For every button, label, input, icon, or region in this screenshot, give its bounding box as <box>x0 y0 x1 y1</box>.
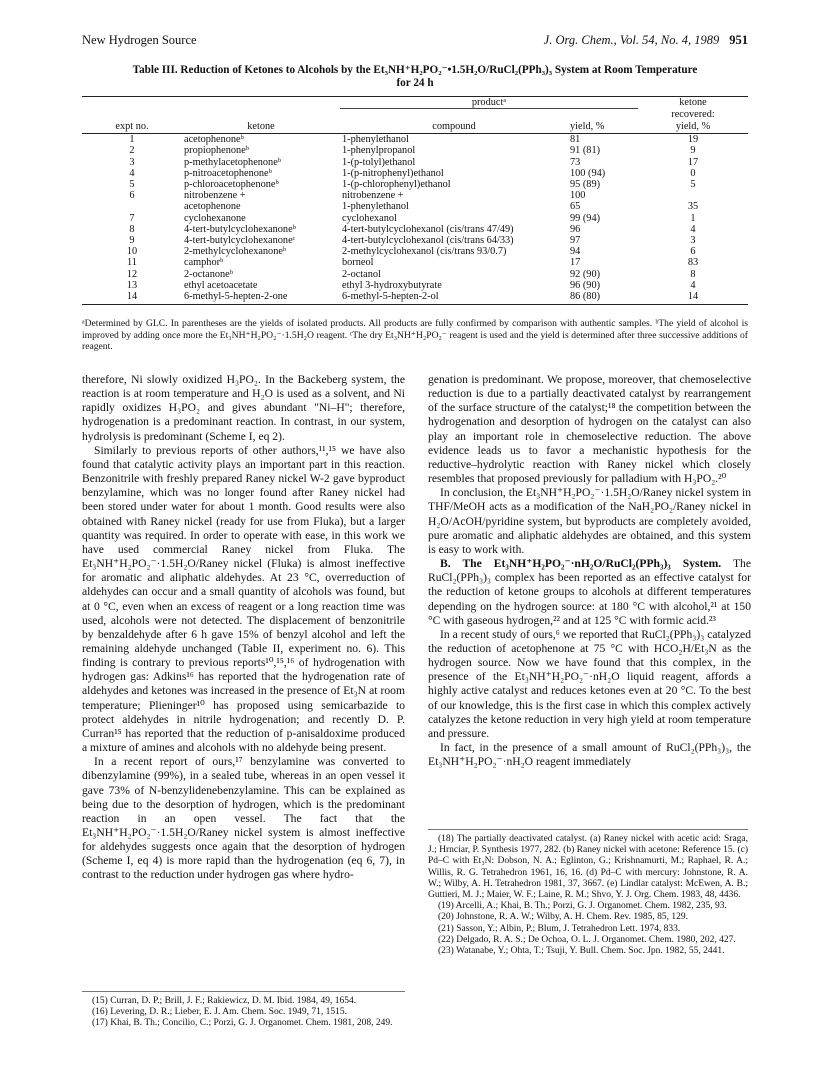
reference-item: (23) Watanabe, Y.; Ohta, T.; Tsuji, Y. Bull. Chem. Soc. Jpn. 1982, 55, 2441. <box>438 946 725 957</box>
cell-recovered: 4 <box>690 279 696 291</box>
cell-ketone: ethyl acetoacetate <box>184 279 258 291</box>
cell-recovered: 6 <box>690 246 696 258</box>
cell-ketone: p-methylacetophenoneᵇ <box>184 156 281 168</box>
cell-compound: 6-methyl-5-hepten-2-ol <box>340 291 568 305</box>
cell-expt-no: 2 <box>129 145 135 157</box>
cell-ketone: camphorᵇ <box>184 257 224 269</box>
table-title <box>82 64 748 90</box>
cell-compound: cyclohexanol <box>342 212 397 224</box>
table-footnote: ᵃDetermined by GLC. In parentheses are the yields of isolated products. All products are fully confirmed by comparison with authentic samples. ᵇThe yield of alcohol is improved by adding once more the Et₃NH⁺H₂PO₂⁻·1.5H₂O reagent. ᶜThe dry Et₃NH⁺H₂PO₂⁻ reagent is used and the yield is determined after three successive additions of reagent. <box>82 318 748 353</box>
cell-compound: 2-octanol <box>342 268 381 280</box>
cell-yield: 95 (89) <box>570 178 601 190</box>
cell-ketone: 4-tert-butylcyclohexanoneᵇ <box>184 223 296 235</box>
running-head-title: New Hydrogen Source <box>82 33 197 47</box>
cell-compound: 1-phenylethanol <box>342 201 409 213</box>
cell-expt-no: 10 <box>126 246 138 258</box>
reference-item: (21) Sasson, Y.; Albin, P.; Blum, J. Tetrahedron Lett. 1974, 833. <box>438 923 681 934</box>
paragraph: In fact, in the presence of a small amount of RuCl₂(PPh₃)₃, the Et₃NH⁺H₂PO₂⁻·nH₂O reagent immediately <box>428 741 751 769</box>
cell-yield: 99 (94) <box>570 212 601 224</box>
cell-compound: 1-(p-tolyl)ethanol <box>342 156 416 168</box>
cell-expt-no: 8 <box>129 223 135 235</box>
cell-ketone: 4-tert-butylcyclohexanoneᶜ <box>184 234 296 246</box>
table-body <box>82 134 748 305</box>
cell-expt-no: 9 <box>129 234 135 246</box>
cell-recovered: 14 <box>638 291 748 305</box>
cell-expt-no: 12 <box>126 268 138 280</box>
cell-recovered: 4 <box>690 223 696 235</box>
cell-recovered: 9 <box>690 145 696 157</box>
section-paragraph <box>428 557 751 628</box>
cell-expt-no: 7 <box>129 212 135 224</box>
cell-yield: 81 <box>570 134 581 146</box>
cell-yield: 96 (90) <box>570 279 601 291</box>
cell-compound: ethyl 3-hydroxybutyrate <box>342 279 442 291</box>
cell-ketone: acetophenone <box>184 201 241 213</box>
table-row <box>82 145 748 156</box>
cell-compound: 1-(p-nitrophenyl)ethanol <box>342 167 444 179</box>
cell-ketone: acetophenoneᵇ <box>184 134 244 146</box>
cell-expt-no: 4 <box>129 167 135 179</box>
recovered-header-line2: recovered: <box>671 108 715 120</box>
cell-yield: 17 <box>570 257 581 269</box>
cell-recovered: 17 <box>687 156 699 168</box>
page-number: 951 <box>729 33 748 47</box>
cell-expt-no: 11 <box>127 257 137 269</box>
cell-compound: 4-tert-butylcyclohexanol (cis/trans 64/33) <box>342 234 514 246</box>
reference-item: (15) Curran, D. P.; Brill, J. F.; Rakiewicz, D. M. Ibid. 1984, 49, 1654. <box>92 996 357 1006</box>
paragraph: therefore, Ni slowly oxidized H₃PO₂. In the Backeberg system, the reaction is at room temperature and H₂O is used as a solvent, and Ni rapidly oxidizes H₃PO₂ and gives abundant "Ni–H"; therefore, hydrogenation is a predominant reaction. In contrast, in our system, hydrolysis is predominant (Scheme I, eq 2). <box>82 373 405 443</box>
cell-recovered: 3 <box>690 234 696 246</box>
table-row <box>82 257 748 268</box>
references-left <box>82 991 405 1030</box>
cell-compound: nitrobenzene + <box>342 190 404 202</box>
results-table <box>82 96 748 305</box>
product-group-header: productᵃ <box>340 97 638 109</box>
paragraph: In conclusion, the Et₃NH⁺H₂PO₂⁻·1.5H₂O/Raney nickel system in THF/MeOH acts as a modification of the NaH₂PO₂/Raney nickel in H₂O/AcOH/pyridine system, but byproducts are completely avoided, pure aromatic and aliphatic aldehydes are obtained, and this system is easy to work with. <box>428 486 751 556</box>
paragraph: genation is predominant. We propose, moreover, that chemoselective reduction is due to a partially deactivated catalyst by rearrangement of the surface structure of the catalyst;¹⁸ the competition between the hydrogenation and desorption of hydrogen on the catalyst can also play an important role in chemoselective reduction. The above evidence leads us to favor a mechanistic hypothesis for the reductive–hydrolytic reaction with Raney nickel which closely resembles that proposed previously for palladium with H₃PO₂.²⁰ <box>428 373 751 486</box>
cell-yield: 94 <box>570 246 581 258</box>
cell-yield: 65 <box>570 201 581 213</box>
cell-yield: 100 (94) <box>570 167 606 179</box>
cell-expt-no: 1 <box>129 134 135 146</box>
reference-item: (18) The partially deactivated catalyst. (a) Raney nickel with acetic acid: Sraga, J.; Hrnciar, P. Synthesis 1977, 282. (b) Raney nickel with acetone: Reference 15. (c) Pd–C with Et₃N: Dobson, N. A.; Eglinton, G.; Krishnamurti, M.; Raphael, R. A.; Willis, R. G. Tetrahedron 1961, 16, 16. (d) Pd–C with mercury: Johnstone, R. A. W.; Wilby, A. H. Tetrahedron 1981, 37, 3667. (e) Lindlar catalyst: McEwen, A. B.; Guttieri, M. J.; Maier, W. F.; Laine, R. M.; Shvo, Y. J. Org. Chem. 1983, 48, 4436. <box>428 834 748 901</box>
recovered-header-line1: ketone <box>679 97 707 109</box>
cell-expt-no: 6 <box>129 190 135 202</box>
cell-compound: 1-phenylethanol <box>342 134 409 146</box>
cell-recovered: 5 <box>690 178 696 190</box>
table-row <box>82 213 748 224</box>
cell-ketone: 2-methylcyclohexanoneᵇ <box>184 246 287 258</box>
table-row <box>82 291 748 305</box>
cell-compound: 4-tert-butylcyclohexanol (cis/trans 47/49) <box>342 223 514 235</box>
column-header-ketone: ketone <box>182 120 340 134</box>
cell-recovered: 1 <box>690 212 696 224</box>
cell-yield: 100 <box>570 190 586 202</box>
cell-yield: 97 <box>570 234 581 246</box>
cell-yield: 96 <box>570 223 581 235</box>
section-heading: B. The Et₃NH⁺H₂PO₂⁻·nH₂O/RuCl₂(PPh₃)₃ System. <box>440 557 722 571</box>
cell-ketone: p-nitroacetophenoneᵇ <box>184 167 272 179</box>
cell-recovered: 8 <box>690 268 696 280</box>
reference-item: (22) Delgado, R. A. S.; De Ochoa, O. L. J. Organomet. Chem. 1980, 202, 427. <box>438 934 736 945</box>
paragraph: In a recent report of ours,¹⁷ benzylamine was converted to dibenzylamine (99%), in a sealed tube, whereas in an open vessel it gave 73% of N-benzylidenebenzylamine. This can be explained as being due to the desorption of hydrogen, which is the predominant reaction in an open vessel. The fact that the Et₃NH⁺H₂PO₂⁻·1.5H₂O/Raney nickel system is almost ineffective for aldehydes suggests once again that the desorption of hydrogen (Scheme I, eq 4) is more rapid than the hydrogenation (eq 6, 7), in contrast to the reduction under hydrogen gas where hydro- <box>82 755 405 882</box>
column-header-expt-no: expt no. <box>82 120 182 134</box>
cell-compound: 2-methylcyclohexanol (cis/trans 93/0.7) <box>342 246 507 258</box>
column-header-compound: compound <box>340 120 568 134</box>
cell-expt-no: 13 <box>126 279 138 291</box>
table-row <box>82 269 748 280</box>
running-head-journal <box>544 33 748 48</box>
table-row <box>82 190 748 201</box>
cell-recovered: 0 <box>690 167 696 179</box>
table-row <box>82 168 748 179</box>
paragraph: In a recent study of ours,⁶ we reported that RuCl₂(PPh₃)₃ catalyzed the reduction of acetophenone at 75 °C with HCO₂H/Et₃N as the hydrogen source. Now we have found that this complex, in the presence of the Et₃NH⁺H₂PO₂⁻·nH₂O liquid reagent, affords a highly active catalyst and reduces ketones even at 20 °C. To the best of our knowledge, this is the first case in which this complex actively catalyzes the ketone reduction in very high yield at room temperature and pressure. <box>428 627 751 740</box>
cell-expt-no: 3 <box>129 156 135 168</box>
table-row <box>82 179 748 190</box>
table-row <box>82 134 748 146</box>
table-row <box>82 224 748 235</box>
table-title-line2: for 24 h <box>396 77 434 89</box>
cell-ketone: 6-methyl-5-hepten-2-one <box>182 291 340 305</box>
body-column-right <box>428 373 751 769</box>
cell-yield: 86 (80) <box>568 291 638 305</box>
cell-ketone: nitrobenzene + <box>184 190 246 202</box>
cell-compound: 1-phenylpropanol <box>342 145 416 157</box>
cell-yield: 73 <box>570 156 581 168</box>
table-row <box>82 280 748 291</box>
cell-ketone: propiophenoneᵇ <box>184 145 249 157</box>
body-column-left <box>82 373 405 883</box>
section-text: The RuCl₂(PPh₃)₃ complex has been reported as an effective catalyst for the reduction of ketone groups to alcohols at different temperatures depending on the hydrogen source: at 180 °C with alcohol,²¹ at 150 °C with gaseous hydrogen,²² and at 125 °C with formic acid.²³ <box>428 557 751 627</box>
column-header-recovered-yield: yield, % <box>638 120 748 134</box>
table-row <box>82 246 748 257</box>
cell-ketone: p-chloroacetophenoneᵇ <box>184 178 279 190</box>
reference-item: (16) Levering, D. R.; Lieber, E. J. Am. Chem. Soc. 1949, 71, 1515. <box>92 1007 348 1018</box>
reference-item: (19) Arcelli, A.; Khai, B. Th.; Porzi, G. J. Organomet. Chem. 1982, 235, 93. <box>438 901 727 912</box>
cell-compound: borneol <box>342 257 374 269</box>
reference-item: (17) Khai, B. Th.; Concilio, C.; Porzi, G. J. Organomet. Chem. 1981, 208, 249. <box>92 1018 393 1029</box>
table-row <box>82 157 748 168</box>
table-title-line1: Table III. Reduction of Ketones to Alcohols by the Et₃NH⁺H₂PO₂⁻•1.5H₂O/RuCl₂(PPh₃)₃ System at Room Temperature <box>132 64 698 76</box>
reduction-table <box>82 96 748 305</box>
cell-yield: 91 (81) <box>570 145 601 157</box>
cell-ketone: cyclohexanone <box>184 212 246 224</box>
table-row <box>82 201 748 212</box>
cell-expt-no: 14 <box>82 291 182 305</box>
references-right <box>428 829 748 957</box>
cell-compound: 1-(p-chlorophenyl)ethanol <box>342 178 451 190</box>
cell-expt-no: 5 <box>129 178 135 190</box>
cell-expt-no <box>82 201 182 212</box>
cell-recovered: 35 <box>687 201 699 213</box>
column-header-yield: yield, % <box>568 120 638 134</box>
paragraph: Similarly to previous reports of other authors,¹¹,¹⁵ we have also found that catalytic activity plays an important part in this reaction. Benzonitrile with freshly prepared Raney nickel W-2 gave byproduct benzylamine, which was no longer found after Raney nickel had been stored under water for about 1 month. Good results were also obtained with Raney nickel (ready for use from Fluka), but a larger quantity was required. In order to operate with ease, in this work we have used commercial Raney nickel from Fluka. The Et₃NH⁺H₂PO₂⁻·1.5H₂O/Raney nickel (Fluka) is almost ineffective for aromatic and aliphatic aldehydes. At 23 °C, overreduction of aldehydes can occur and a small quantity of alcohols was found, but at 0 °C, even when an excess of reagent or a long reaction time was used, alcohols were not detected. The displacement of benzonitrile by benzaldehyde after 6 h gave 15% of benzyl alcohol and left the remaining aldehyde unchanged (Table II, experiment no. 6). This finding is contrary to previous reports¹⁰,¹⁵,¹⁶ of hydrogenation with hydrogen gas: Adkins¹⁶ has reported that the hydrogenation rate of aldehydes and ketones was increased in the presence of Et₃N at room temperature; Plieninger¹⁰ has proposed using semicarbazide to protect aldehydes in nitrile hydrogenation; and recently D. P. Curran¹⁵ has reported that the reduction of p-anisaldoxime produced a mixture of amines and alcohols with no aldehyde being present. <box>82 443 405 755</box>
cell-recovered: 83 <box>687 257 699 269</box>
journal-citation: J. Org. Chem., Vol. 54, No. 4, 1989 <box>543 33 720 47</box>
reference-item: (20) Johnstone, R. A. W.; Wilby, A. H. Chem. Rev. 1985, 85, 129. <box>438 912 688 923</box>
table-row <box>82 235 748 246</box>
cell-yield: 92 (90) <box>570 268 601 280</box>
cell-ketone: 2-octanoneᵇ <box>184 268 233 280</box>
cell-recovered <box>638 190 748 201</box>
cell-recovered: 19 <box>687 134 699 146</box>
